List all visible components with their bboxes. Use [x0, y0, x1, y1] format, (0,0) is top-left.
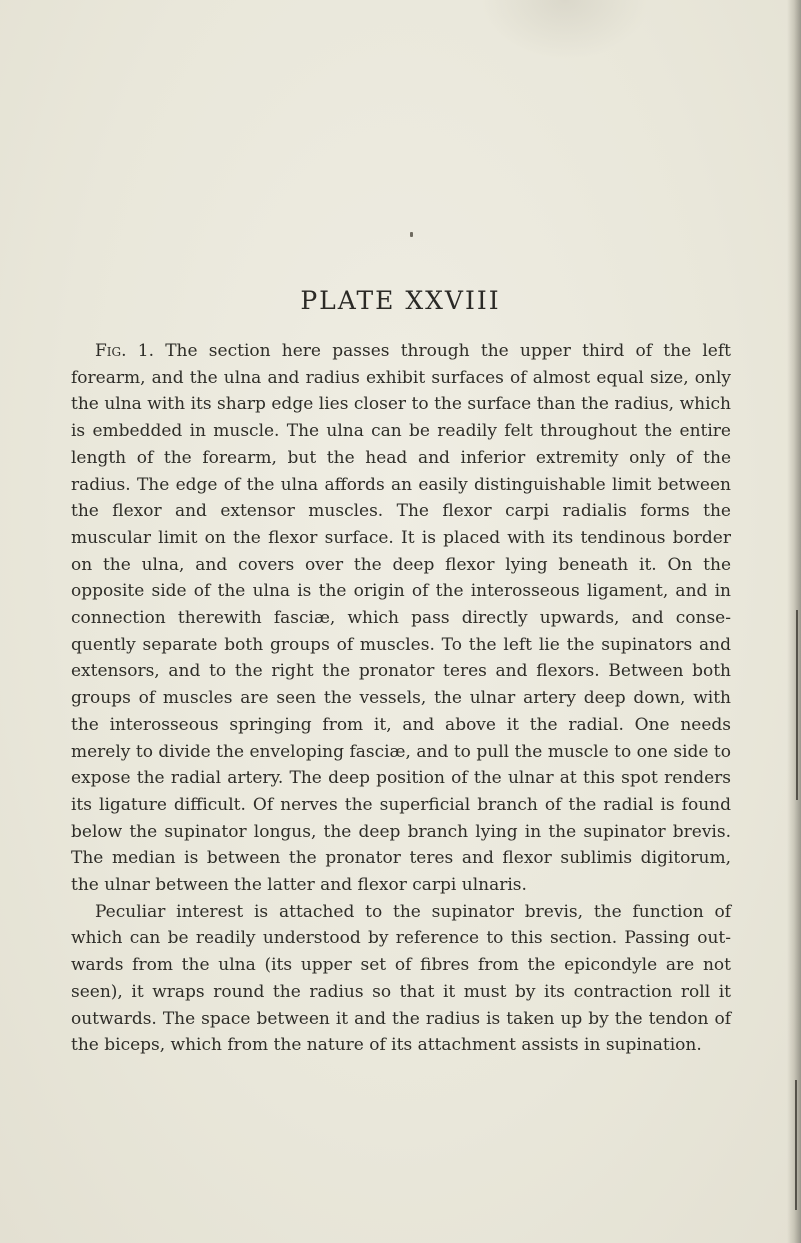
ink-speck: [410, 232, 413, 237]
page-edge-mark: [795, 1080, 797, 1210]
paragraph-fig-1: [71, 338, 731, 899]
body-text: [71, 338, 731, 1059]
figure-label: Fig. 1.: [95, 341, 154, 361]
page-edge-mark: [796, 610, 798, 800]
paper-stain: [480, 0, 650, 60]
paragraph-text: Peculiar interest is attached to the supinator brevis, the function of which can be readily understood by reference to this section. Passing out-wards from the ulna (its upper set of fibres from the epicondyle are not seen), it wraps round the radius so that it must by its contraction roll it outwards. The space between it and the radius is taken up by the tendon of the biceps, which from the nature of its attachment assists in supination.: [71, 901, 731, 1056]
page-edge-shadow: [787, 0, 801, 1243]
paragraph-text: The section here passes through the upper third of the left forearm, and the ulna and radius exhibit surfaces of almost equal size, only the ulna with its sharp edge lies closer to the surface than the radius, which is embedded in muscle. The ulna can be readily felt throughout the entire length of the forearm, but the head and inferior extremity only of the radius. The edge of the ulna affords an easily distinguishable limit between the flexor and extensor muscles. The flexor carpi radialis forms the muscular limit on the flexor surface. It is placed with its tendinous border on the ulna, and covers over the deep flexor lying beneath it. On the opposite side of the ulna is the origin of the interosseous ligament, and in connection therewith fasciæ, which pass directly upwards, and conse-quently separate both groups of muscles. To the left lie the supinators and extensors, and to the right the pronator teres and flexors. Between both groups of muscles are seen the vessels, the ulnar artery deep down, with the interosseous springing from it, and above it the radial. One needs merely to divide the enveloping fasciæ, and to pull the muscle to one side to expose the radial artery. The deep position of the ulnar at this spot renders its ligature difficult. Of nerves the superficial branch of the radial is found below the supinator longus, the deep branch lying in the supinator brevis. The median is between the pronator teres and flexor sublimis digitorum, the ulnar between the latter and flexor carpi ulnaris.: [71, 341, 731, 896]
paragraph-supinator: [71, 899, 731, 1059]
plate-title: PLATE XXVIII: [300, 286, 501, 315]
